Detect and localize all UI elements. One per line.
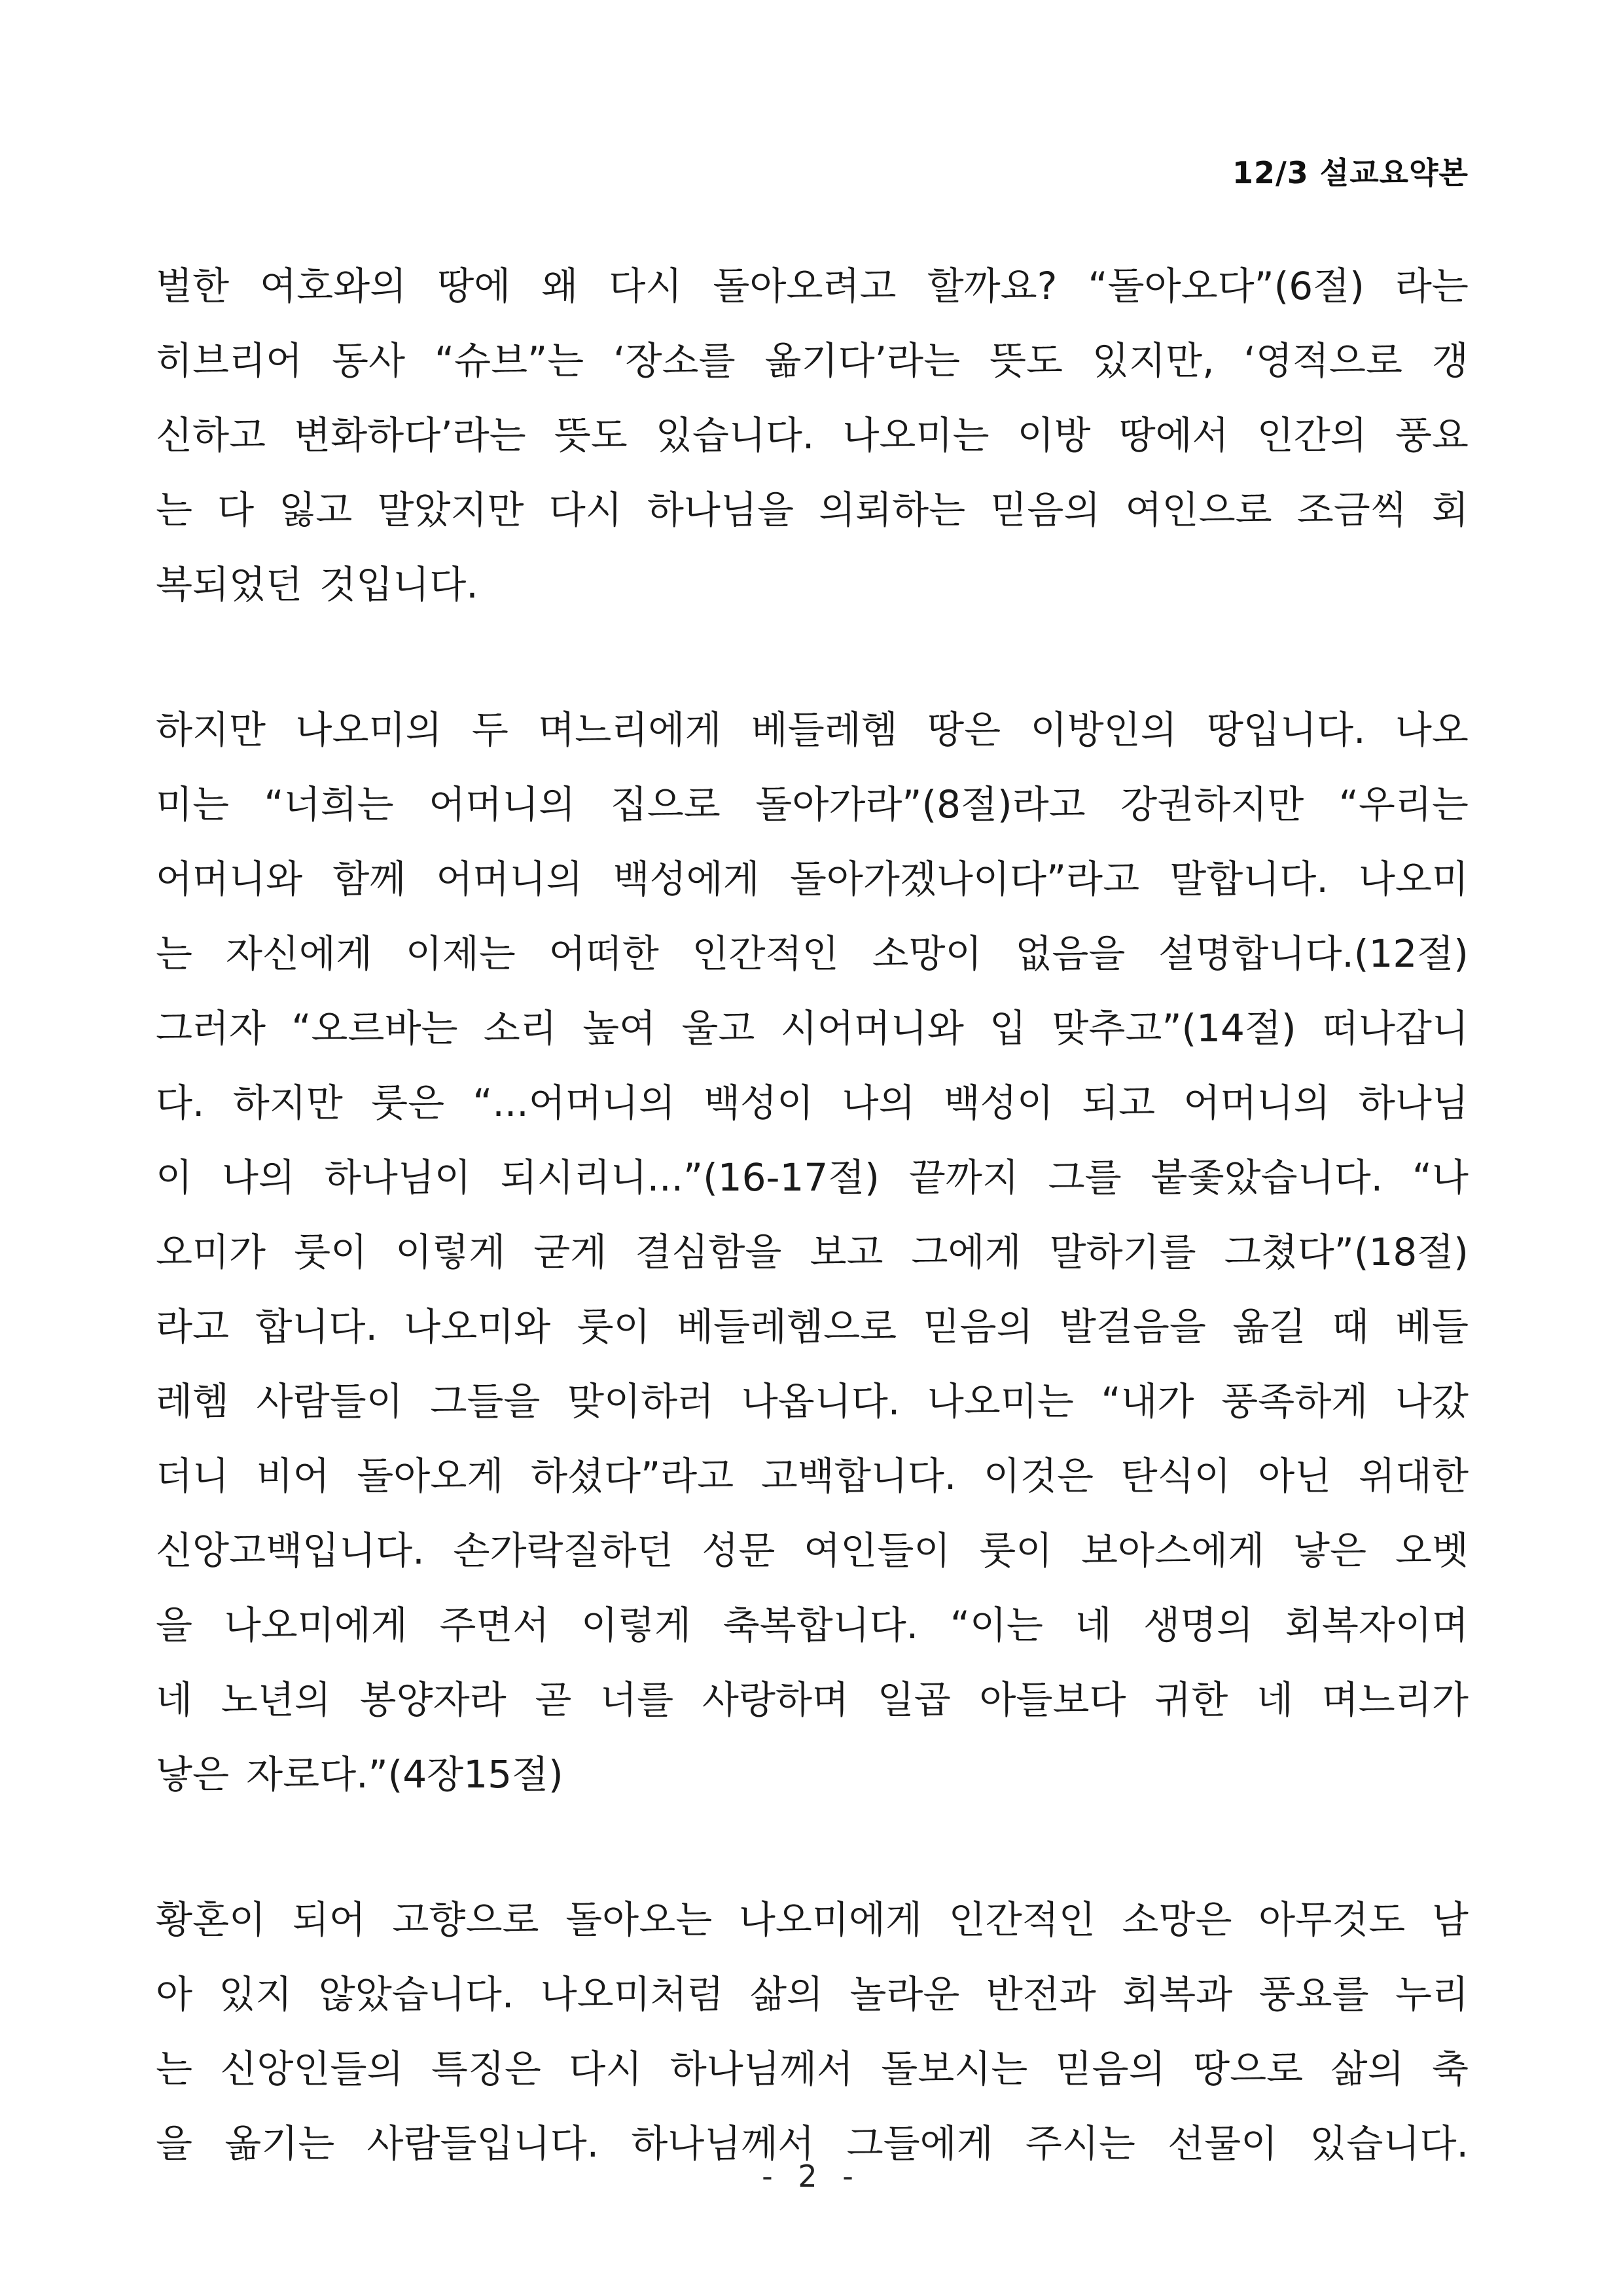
word: 네: [156, 1677, 193, 1722]
text-line: [156, 1513, 1469, 1588]
word: “너희는: [264, 782, 394, 827]
word: 그를: [1048, 1155, 1122, 1200]
text-line: [156, 2032, 1469, 2106]
word: 하나님께서: [631, 2121, 815, 2166]
word: 고향으로: [392, 1897, 539, 1942]
text-line: [156, 1289, 1469, 1364]
word: 인간적인: [948, 1897, 1096, 1942]
word: 말았지만: [377, 488, 524, 532]
paragraph: [156, 249, 1469, 622]
word: 낳은: [1293, 1528, 1367, 1573]
text-line: [156, 547, 1469, 622]
word: 붙좇았습니다.: [1150, 1155, 1383, 1200]
word: 여호와의: [260, 264, 407, 308]
word: 오벳: [1395, 1528, 1469, 1573]
word: 의뢰하는: [819, 488, 966, 532]
word: 탄식이: [1120, 1454, 1231, 1498]
word: 풍족하게: [1221, 1379, 1368, 1424]
word: 믿음의: [1055, 2047, 1166, 2091]
word: 룻이: [294, 1230, 368, 1274]
word: 인간의: [1257, 413, 1367, 457]
word: 베들레헴: [751, 708, 898, 752]
word: 옮기는: [224, 2121, 335, 2166]
word: 떠나갑니: [1321, 1006, 1469, 1050]
word: 돌아오는: [565, 1897, 713, 1942]
word: 미는: [156, 782, 230, 827]
word: 이것은: [983, 1454, 1094, 1498]
word: 여인들이: [804, 1528, 951, 1573]
word: 돌아오게: [357, 1454, 504, 1498]
word: 되시리니...”(16-17절): [500, 1155, 880, 1200]
word: 나오미는: [927, 1379, 1074, 1424]
text-line: [156, 1364, 1469, 1439]
word: 자로다.”(4장15절): [246, 1752, 563, 1797]
word: 변화하다’라는: [294, 413, 526, 457]
word: 시어머니와: [780, 1006, 964, 1050]
word: 결심함을: [635, 1230, 782, 1274]
word: 이렇게: [581, 1603, 692, 1647]
word: 되고: [1082, 1081, 1156, 1125]
word: 왜: [541, 264, 579, 308]
word: 발걸음을: [1059, 1304, 1206, 1349]
word: 특징은: [431, 2047, 541, 2091]
word: 백성이: [704, 1081, 814, 1125]
word: 룻이: [577, 1304, 651, 1349]
word: 어머니의: [429, 782, 576, 827]
word: 삶의: [1330, 2047, 1404, 2091]
word: 나오미처럼: [540, 1972, 724, 2017]
word: 어머니의: [436, 857, 583, 901]
word: 말하기를: [1049, 1230, 1196, 1274]
word: 집으로: [610, 782, 721, 827]
word: 그들을: [430, 1379, 541, 1424]
word: 믿음의: [923, 1304, 1033, 1349]
word: 축복합니다.: [722, 1603, 919, 1647]
word: 다시: [548, 488, 622, 532]
word: 귀한: [1154, 1677, 1228, 1722]
word: 황혼이: [156, 1897, 266, 1942]
word: 사람들입니다.: [366, 2121, 599, 2166]
text-line: [156, 1957, 1469, 2032]
word: 회: [1431, 488, 1469, 532]
word: 놀라운: [849, 1972, 960, 2017]
word: 하지만: [156, 708, 266, 752]
text-line: [156, 1066, 1469, 1140]
word: 나오미와: [404, 1304, 551, 1349]
word: 낳은: [156, 1752, 230, 1797]
word: 소리: [483, 1006, 557, 1050]
word: 땅으로: [1193, 2047, 1304, 2091]
text-line: [156, 767, 1469, 842]
word: 회복자이며: [1285, 1603, 1469, 1647]
paragraph: [156, 692, 1469, 1812]
word: 어떠한: [548, 931, 659, 976]
word: 사람들이: [256, 1379, 403, 1424]
word: 않았습니다.: [318, 1972, 514, 2017]
word: 하나님: [1358, 1081, 1469, 1125]
text-line: [156, 323, 1469, 398]
word: 아들보다: [979, 1677, 1126, 1722]
word: “슈브”는: [435, 338, 584, 383]
word: 나오미는: [842, 413, 990, 457]
word: 고백합니다.: [760, 1454, 957, 1498]
word: 말합니다.: [1169, 857, 1329, 901]
word: 땅은: [927, 708, 1001, 752]
word: 라고: [156, 1304, 230, 1349]
word: 그들에게: [846, 2121, 993, 2166]
word: 울고: [681, 1006, 755, 1050]
word: 두: [471, 708, 508, 752]
word: 맞추고”(14절): [1052, 1006, 1296, 1050]
word: 누리: [1395, 1972, 1469, 2017]
word: 하나님께서: [669, 2047, 853, 2091]
word: 나오미에게: [738, 1897, 923, 1942]
word: 손가락질하던: [453, 1528, 673, 1573]
word: 복되었던: [156, 562, 303, 607]
word: 있습니다.: [655, 413, 815, 457]
text-line: [156, 842, 1469, 916]
word: 일곱: [877, 1677, 951, 1722]
word: 남: [1431, 1897, 1469, 1942]
word: 보고: [810, 1230, 883, 1274]
word: 어머니와: [156, 857, 303, 901]
word: 이렇게: [395, 1230, 506, 1274]
word: 삶의: [750, 1972, 824, 2017]
word: 나갔: [1395, 1379, 1469, 1424]
word: 있습니다.: [1310, 2121, 1469, 2166]
word: 그에게: [911, 1230, 1022, 1274]
word: 되어: [292, 1897, 366, 1942]
word: 옮기다’라는: [764, 338, 961, 383]
word: 그러자: [156, 1006, 266, 1050]
text-line: [156, 1588, 1469, 1662]
word: 네: [1075, 1603, 1112, 1647]
word: 곧: [535, 1677, 572, 1722]
word: 때: [1332, 1304, 1369, 1349]
word: 돌보시는: [881, 2047, 1028, 2091]
word: ‘장소를: [613, 338, 736, 383]
text-line: [156, 398, 1469, 473]
word: 는: [156, 2047, 193, 2091]
word: 그쳤다”(18절): [1224, 1230, 1469, 1274]
word: 다.: [156, 1081, 205, 1125]
word: 끝까지: [908, 1155, 1019, 1200]
word: 입: [990, 1006, 1027, 1050]
word: 이방인의: [1030, 708, 1177, 752]
word: 다시: [569, 2047, 643, 2091]
word: 라는: [1395, 264, 1469, 308]
word: 자신에게: [225, 931, 372, 976]
word: 주시는: [1025, 2121, 1135, 2166]
word: 며느리가: [1321, 1677, 1469, 1722]
word: 며느리에게: [538, 708, 722, 752]
word: “...어머니의: [473, 1081, 675, 1125]
word: 주면서: [439, 1603, 550, 1647]
word: 신앙고백입니다.: [156, 1528, 425, 1573]
word: 을: [156, 1603, 193, 1647]
word: 신앙인들의: [220, 2047, 404, 2091]
word: “오르바는: [291, 1006, 458, 1050]
word: “내가: [1101, 1379, 1194, 1424]
word: 나오: [1395, 708, 1469, 752]
word: 어머니의: [1183, 1081, 1330, 1125]
document-body: [156, 249, 1469, 2251]
word: 땅에서: [1118, 413, 1229, 457]
word: 있지: [219, 1972, 293, 2017]
word: 높여: [582, 1006, 656, 1050]
word: 갱: [1431, 338, 1469, 383]
word: “우리는: [1338, 782, 1469, 827]
word: 땅입니다.: [1207, 708, 1366, 752]
word: 레헴: [156, 1379, 230, 1424]
word: 강권하지만: [1120, 782, 1304, 827]
word: 돌아가라”(8절)라고: [755, 782, 1086, 827]
word: 이제는: [405, 931, 516, 976]
word: 히브리어: [156, 338, 303, 383]
word: 벌한: [156, 264, 230, 308]
word: 나옵니다.: [741, 1379, 901, 1424]
text-line: [156, 1662, 1469, 1737]
word: 축: [1431, 2047, 1469, 2091]
word: 여인으로: [1125, 488, 1272, 532]
word: 아닌: [1258, 1454, 1332, 1498]
word: 다: [217, 488, 255, 532]
word: 보아스에게: [1081, 1528, 1265, 1573]
word: 것입니다.: [319, 562, 478, 607]
word: 이: [156, 1155, 193, 1200]
word: 반전과: [986, 1972, 1096, 2017]
word: 인간적인: [692, 931, 839, 976]
document-header-title: 12/3 설교요약본: [1232, 155, 1469, 190]
word: 없음을: [1015, 931, 1126, 976]
word: 룻이: [979, 1528, 1053, 1573]
word: 나의: [842, 1081, 916, 1125]
word: 베들: [1395, 1304, 1469, 1349]
word: 나오미의: [295, 708, 442, 752]
word: 백성에게: [613, 857, 760, 901]
word: “이는: [950, 1603, 1043, 1647]
word: “돌아오다”(6절): [1088, 264, 1364, 308]
word: 맞이하러: [567, 1379, 715, 1424]
word: 굳게: [533, 1230, 607, 1274]
word: 하지만: [232, 1081, 343, 1125]
word: 이방: [1017, 413, 1091, 457]
text-line: [156, 991, 1469, 1066]
word: 잃고: [279, 488, 353, 532]
word: 있지만,: [1092, 338, 1215, 383]
word: 소망이: [872, 931, 982, 976]
word: 비어: [256, 1454, 330, 1498]
word: 합니다.: [255, 1304, 378, 1349]
word: 아무것도: [1258, 1897, 1406, 1942]
text-line: [156, 1737, 1469, 1812]
word: 풍요: [1395, 413, 1469, 457]
word: 다시: [609, 264, 683, 308]
text-line: [156, 692, 1469, 767]
word: 뜻도: [990, 338, 1063, 383]
word: 옮길: [1232, 1304, 1306, 1349]
word: 아: [156, 1972, 193, 2017]
text-line: [156, 1439, 1469, 1513]
word: 더니: [156, 1454, 230, 1498]
word: 는: [156, 931, 193, 976]
word: 나오미에게: [224, 1603, 408, 1647]
word: 함께: [332, 857, 406, 901]
word: 너를: [600, 1677, 674, 1722]
word: 베들레헴으로: [676, 1304, 897, 1349]
word: 조금씩: [1296, 488, 1407, 532]
word: 하셨다”라고: [530, 1454, 734, 1498]
text-line: [156, 249, 1469, 323]
word: 나오미: [1358, 857, 1469, 901]
page-number: - 2 -: [762, 2159, 861, 2194]
word: 는: [156, 488, 193, 532]
word: 룻은: [371, 1081, 445, 1125]
paragraph: [156, 1882, 1469, 2181]
word: 선물이: [1168, 2121, 1278, 2166]
word: 할까요?: [927, 264, 1058, 308]
text-line: [156, 1215, 1469, 1289]
text-line: [156, 916, 1469, 991]
word: 백성이: [943, 1081, 1054, 1125]
text-line: [156, 473, 1469, 547]
word: 오미가: [156, 1230, 266, 1274]
text-line: [156, 1140, 1469, 1215]
word: 나의: [221, 1155, 295, 1200]
word: 성문: [702, 1528, 776, 1573]
word: “나: [1412, 1155, 1469, 1200]
word: 회복과: [1122, 1972, 1233, 2017]
word: 하나님이: [324, 1155, 471, 1200]
word: 뜻도: [554, 413, 628, 457]
word: 소망은: [1122, 1897, 1232, 1942]
word: 동사: [332, 338, 406, 383]
word: 위대한: [1358, 1454, 1469, 1498]
word: 돌아가겠나이다”라고: [789, 857, 1140, 901]
word: 네: [1257, 1677, 1294, 1722]
word: 생명의: [1143, 1603, 1254, 1647]
word: 풍요를: [1258, 1972, 1369, 2017]
word: 신하고: [156, 413, 266, 457]
word: ‘영적으로: [1243, 338, 1402, 383]
word: 돌아오려고: [713, 264, 897, 308]
word: 봉양자라: [359, 1677, 507, 1722]
word: 하나님을: [647, 488, 794, 532]
word: 믿음의: [990, 488, 1101, 532]
word: 사랑하며: [702, 1677, 849, 1722]
word: 땅에: [437, 264, 511, 308]
word: 노년의: [221, 1677, 331, 1722]
text-line: [156, 1882, 1469, 1957]
word: 을: [156, 2121, 193, 2166]
word: 설명합니다.(12절): [1158, 931, 1469, 976]
